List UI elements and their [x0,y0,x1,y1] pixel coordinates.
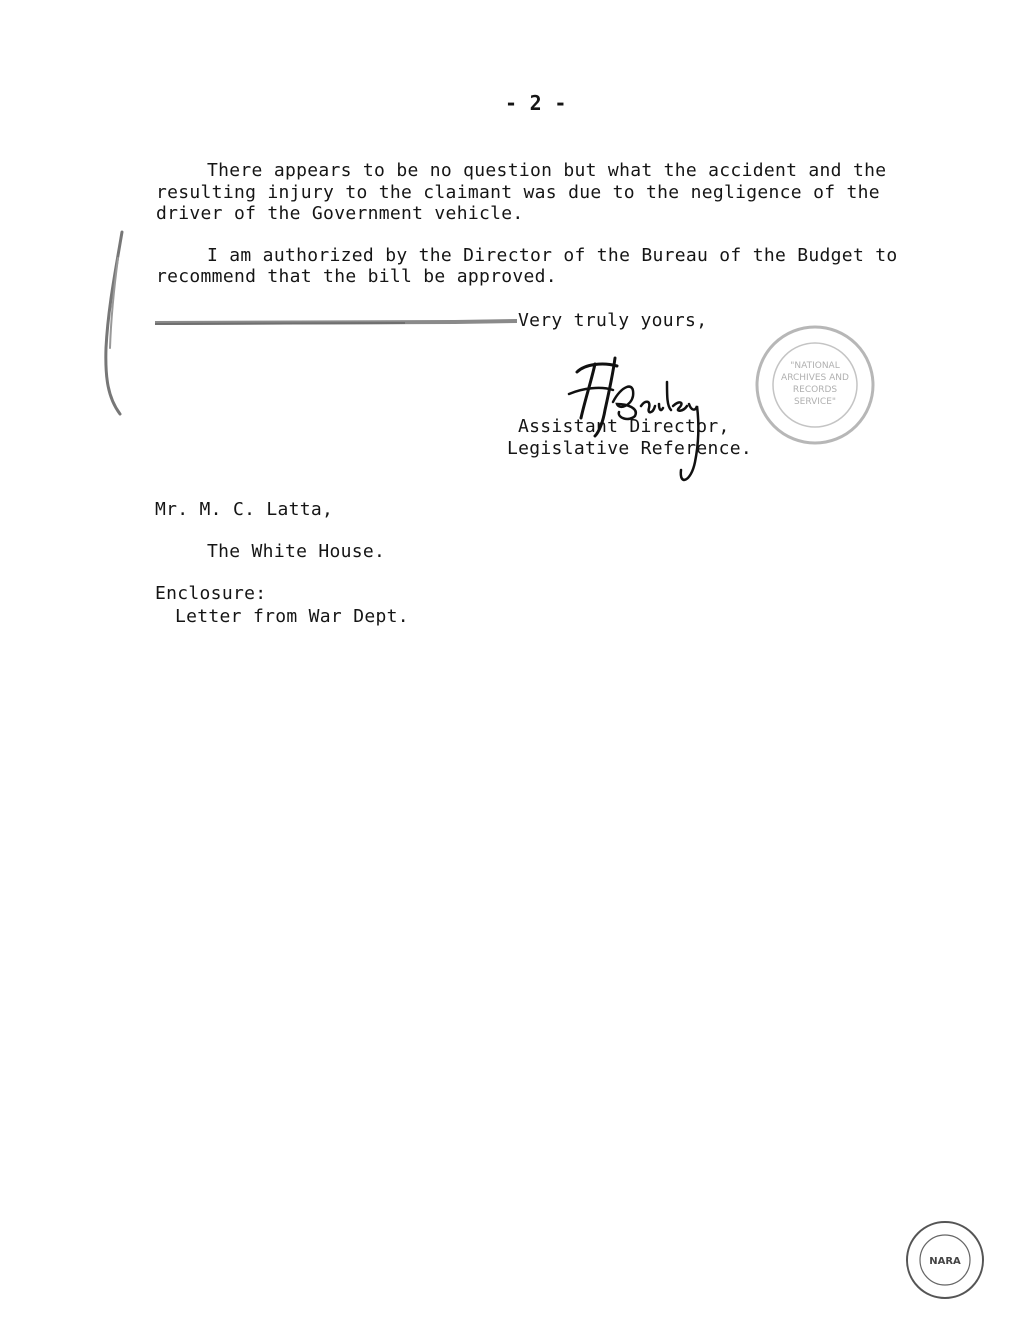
addressee-place: The White House. [207,541,386,562]
paragraph-2-line-2: recommend that the bill be approved. [156,266,557,287]
paragraph-2-line-1: I am authorized by the Director of the Bureau of the Budget to [207,245,898,266]
enclosure-label: Enclosure: [155,583,267,604]
signatory-title-line-1: Assistant Director, [518,416,730,437]
page-number: - 2 - [505,91,567,115]
signatory-title-line-2: Legislative Reference. [507,438,753,459]
margin-pencil-mark [98,228,128,418]
svg-text:RECORDS: RECORDS [792,385,838,395]
paragraph-1-line-1: There appears to be no question but what the accident and the [207,160,887,181]
nara-stamp [904,1219,986,1301]
pencil-strike-line [155,318,517,328]
paragraph-1-line-3: driver of the Government vehicle. [156,203,524,224]
enclosure-item: Letter from War Dept. [175,606,409,627]
svg-text:ARCHIVES AND: ARCHIVES AND [781,373,849,383]
svg-text:SERVICE": SERVICE" [793,397,837,407]
svg-text:"NATIONAL: "NATIONAL [790,361,840,371]
closing-line: Very truly yours, [518,310,708,331]
svg-text:NARA: NARA [929,1256,961,1267]
addressee-name: Mr. M. C. Latta, [155,499,334,520]
handwritten-signature [555,352,705,492]
paragraph-1-line-2: resulting injury to the claimant was due to the negligence of the [156,182,880,203]
archives-stamp [752,322,878,448]
